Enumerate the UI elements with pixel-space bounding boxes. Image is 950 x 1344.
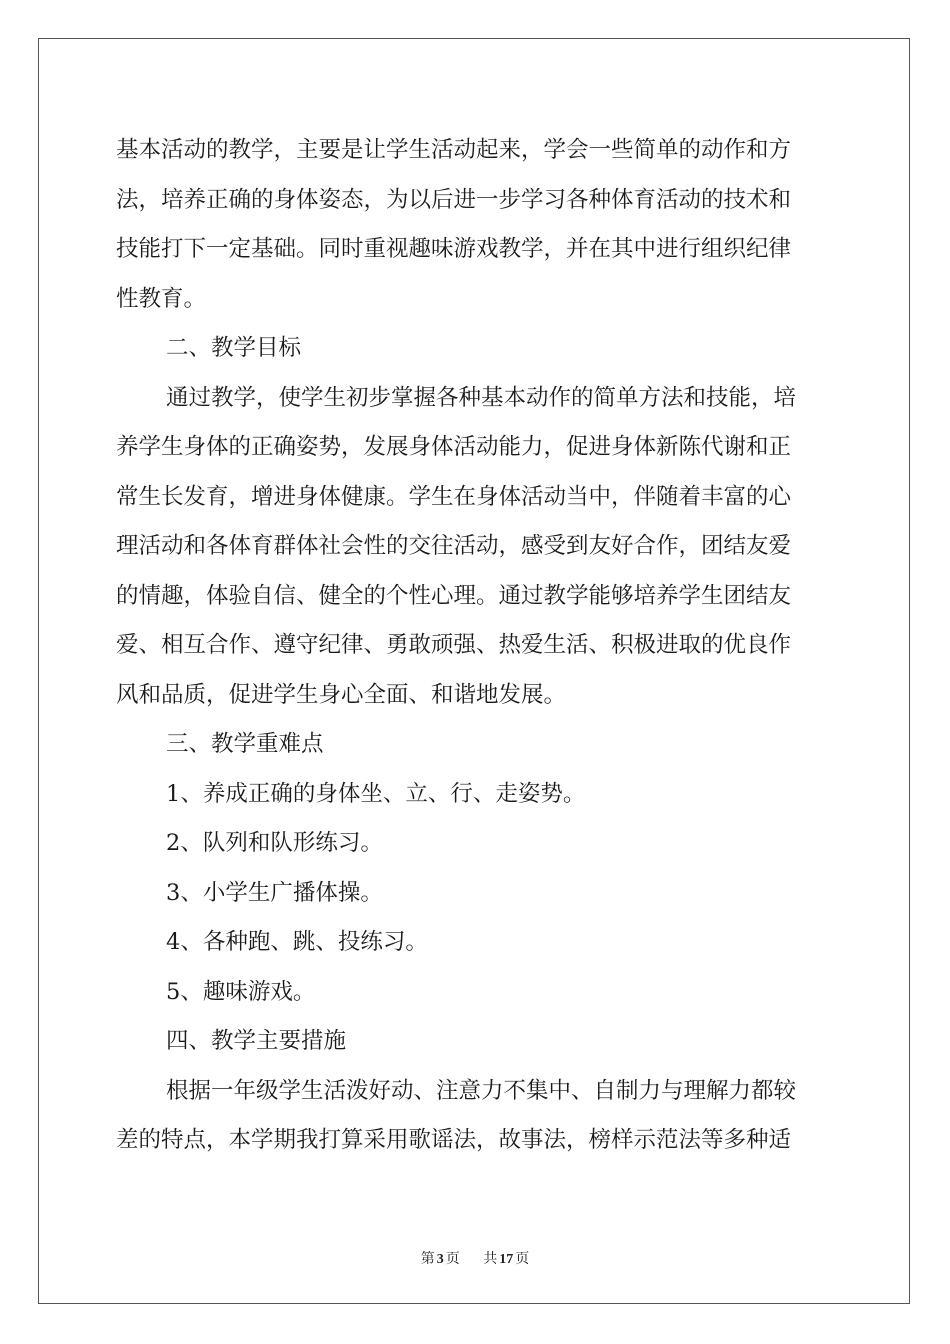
text-line: 基本活动的教学，主要是让学生活动起来，学会一些简单的动作和方 [116,137,792,163]
total-suffix: 页 [515,1252,530,1267]
document-body [116,126,836,1166]
section-heading: 三、教学重难点 [166,731,324,757]
text-line: 根据一年级学生活泼好动、注意力不集中、自制力与理解力都较 [166,1077,797,1104]
page-number: 3 [436,1252,444,1267]
text-line: 的情趣，体验自信、健全的个性心理。通过教学能够培养学生团结友 [116,582,792,609]
list-item: 4、各种跑、跳、投练习。 [166,929,428,955]
total-prefix: 共 [483,1252,498,1267]
list-item: 3、小学生广播体操。 [166,879,383,906]
page-suffix: 页 [445,1252,460,1267]
text-line: 风和品质，促进学生身心全面、和谐地发展。 [116,681,567,708]
text-line: 性教育。 [116,285,207,312]
page-indicator [419,1252,462,1267]
text-line: 养学生身体的正确姿势，发展身体活动能力，促进身体新陈代谢和正 [116,434,792,460]
text-line: 爱、相互合作、遵守纪律、勇敢顽强、热爱生活、积极进取的优良作 [116,632,792,658]
page-footer [0,1248,950,1268]
page-prefix: 第 [420,1252,435,1267]
text-line: 通过教学，使学生初步掌握各种基本动作的简单方法和技能，培 [166,384,797,411]
text-line: 常生长发育，增进身体健康。学生在身体活动当中，伴随着丰富的心 [116,483,792,510]
text-line: 差的特点，本学期我打算采用歌谣法，故事法，榜样示范法等多种适 [116,1127,792,1153]
total-number: 17 [499,1252,514,1267]
total-pages-indicator [481,1252,531,1267]
list-item: 5、趣味游戏。 [166,978,316,1005]
list-item: 1、养成正确的身体坐、立、行、走姿势。 [166,780,586,807]
text-line: 技能打下一定基础。同时重视趣味游戏教学，并在其中进行组织纪律 [116,236,792,262]
section-heading: 二、教学目标 [166,335,302,361]
section-heading: 四、教学主要措施 [166,1028,347,1054]
text-line: 法，培养正确的身体姿态，为以后进一步学习各种体育活动的技术和 [116,186,792,213]
list-item: 2、队列和队形练习。 [166,830,383,856]
text-line: 理活动和各体育群体社会性的交往活动，感受到友好合作，团结友爱 [116,533,792,559]
